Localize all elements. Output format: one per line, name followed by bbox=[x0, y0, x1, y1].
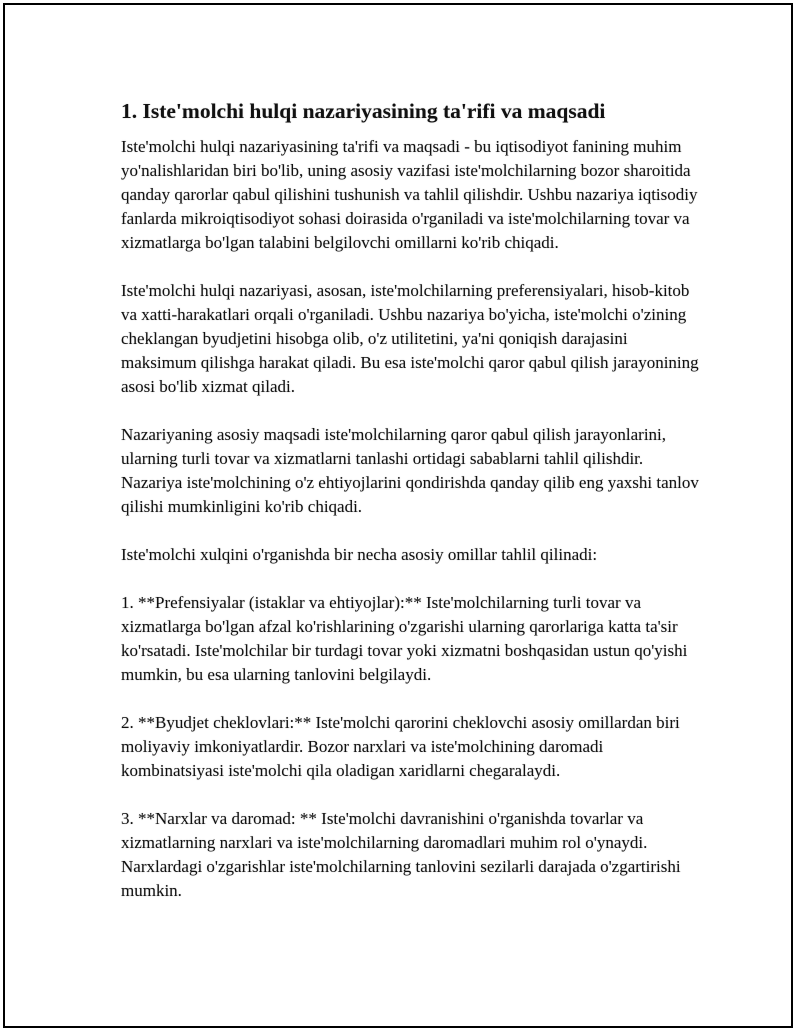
paragraph-goal: Nazariyaning asosiy maqsadi iste'molchilarning qaror qabul qilish jarayonlarini, ularning turli tovar va xizmatlarni tanlashi ortidagi sabablarni tahlil qilishdir. Nazariya iste'molchining o'z ehtiyojlarini qondirishda qanday qilib eng yaxshi tanlov qilishi mumkinligini ko'rib chiqadi. bbox=[121, 425, 699, 516]
list-item-preferences: 1. **Prefensiyalar (istaklar va ehtiyojlar):** Iste'molchilarning turli tovar va xizmatlarga bo'lgan afzal ko'rishlarining o'zgarishi ularning qarorlariga katta ta'sir ko'rsatadi. Iste'molchilar bir turdagi tovar yoki xizmatni boshqasidan ustun qo'yishi mumkin, bu esa ularning tanlovini belgilaydi. bbox=[121, 593, 688, 684]
page-title: 1. Iste'molchi hulqi nazariyasining ta'rifi va maqsadi bbox=[121, 99, 606, 123]
list-item-prices-income: 3. **Narxlar va daromad: ** Iste'molchi davranishini o'rganishda tovarlar va xizmatlarning narxlari va iste'molchilarning daromadlari muhim rol o'ynaydi. Narxlardagi o'zgarishlar iste'molchilarning tanlovini sezilarli darajada o'zgartirishi mumkin. bbox=[121, 809, 681, 900]
paragraph-definition: Iste'molchi hulqi nazariyasining ta'rifi va maqsadi - bu iqtisodiyot fanining muhim yo'nalishlaridan biri bo'lib, uning asosiy vazifasi iste'molchilarning bozor sharoitida qanday qarorlar qabul qilishini tushunish va tahlil qilishdir. Ushbu nazariya iqtisodiy fanlarda mikroiqtisodiyot sohasi doirasida o'rganiladi va iste'molchilarning tovar va xizmatlarga bo'lgan talabini belgilovchi omillarni ko'rib chiqadi. bbox=[121, 137, 698, 252]
document-body bbox=[121, 97, 701, 927]
list-item-budget: 2. **Byudjet cheklovlari:** Iste'molchi qarorini cheklovchi asosiy omillardan biri moliyaviy imkoniyatlardir. Bozor narxlari va iste'molchining daromadi kombinatsiyasi iste'molchi qila oladigan xaridlarni chegaralaydi. bbox=[121, 713, 680, 780]
paragraph-preferences: Iste'molchi hulqi nazariyasi, asosan, iste'molchilarning preferensiyalari, hisob-kitob va xatti-harakatlari orqali o'rganiladi. Ushbu nazariya bo'yicha, iste'molchi o'zining cheklangan byudjetini hisobga olib, o'z utilitetini, ya'ni qoniqish darajasini maksimum qilishga harakat qiladi. Bu esa iste'molchi qaror qabul qilish jarayonining asosi bo'lib xizmat qiladi. bbox=[121, 281, 699, 396]
page-frame bbox=[3, 3, 793, 1028]
paragraph-factors-intro: Iste'molchi xulqini o'rganishda bir necha asosiy omillar tahlil qilinadi: bbox=[121, 545, 598, 564]
